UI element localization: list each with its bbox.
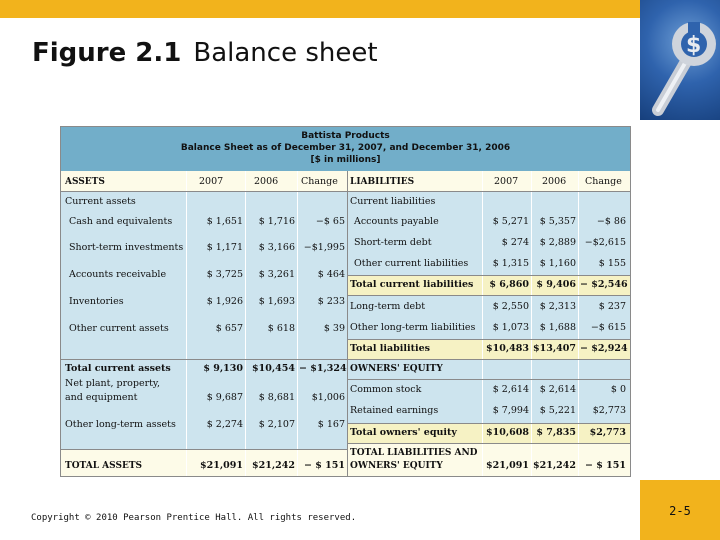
asset-2007: $ 1,651 (206, 216, 243, 227)
asset-change: −$ 65 (315, 216, 345, 227)
svg-text:$: $ (686, 33, 702, 58)
total-assets-label: TOTAL ASSETS (65, 461, 143, 471)
rule (347, 339, 630, 340)
assets-2007-header: 2007 (199, 176, 224, 187)
liab-2007: $ 274 (501, 237, 529, 248)
figure-label: Figure 2.1 (32, 38, 182, 68)
total-assets-change: − $ 151 (303, 460, 345, 471)
net-plant-change: $1,006 (311, 392, 345, 403)
rule (61, 191, 630, 192)
common-stock-2007: $ 2,614 (492, 384, 529, 395)
other-lt-liab-change: −$ 615 (590, 322, 626, 333)
long-term-debt-label: Long-term debt (350, 301, 426, 312)
other-lt-assets-change: $ 167 (317, 419, 345, 430)
divider (578, 171, 579, 476)
current-liab-label: Current liabilities (350, 196, 436, 207)
total-current-assets-2006: $10,454 (252, 363, 295, 374)
wrench-icon (640, 0, 720, 120)
wrench-dollar-image (640, 0, 720, 120)
asset-2007: $ 1,171 (206, 242, 243, 253)
rule (347, 295, 630, 296)
net-plant-2006: $ 8,681 (258, 392, 295, 403)
asset-2006: $ 1,693 (258, 296, 295, 307)
assets-change-header: Change (301, 176, 338, 187)
liab-label: Accounts payable (354, 216, 439, 227)
divider (297, 171, 298, 476)
asset-2007: $ 3,725 (206, 269, 243, 280)
asset-label: Cash and equivalents (69, 216, 173, 227)
asset-label: Other current assets (69, 323, 169, 334)
liab-change: −$ 86 (596, 216, 626, 227)
asset-change: $ 464 (317, 269, 345, 280)
rule (347, 423, 630, 424)
divider (347, 171, 348, 476)
total-equity-label: Total owners' equity (350, 427, 457, 438)
company-name: Battista Products (301, 131, 390, 141)
net-plant-2007: $ 9,687 (206, 392, 243, 403)
total-equity-change: $2,773 (589, 427, 626, 438)
total-liab-equity-2007: $21,091 (486, 460, 529, 471)
liab-2006: $ 2,889 (539, 237, 576, 248)
total-liab-equity-label-2: OWNERS' EQUITY (350, 461, 443, 471)
slide-title (32, 38, 378, 68)
long-term-debt-2006: $ 2,313 (539, 301, 576, 312)
retained-earnings-change: $2,773 (592, 405, 626, 416)
current-assets-label: Current assets (65, 196, 136, 207)
balance-sheet-table (60, 126, 631, 477)
net-plant-label: Net plant, property, (65, 378, 161, 389)
liab-2007-header: 2007 (494, 176, 519, 187)
rule (61, 359, 630, 360)
liab-2006: $ 1,160 (539, 258, 576, 269)
asset-label: Accounts receivable (69, 269, 167, 280)
liab-2007: $ 5,271 (492, 216, 529, 227)
total-equity-2007: $10,608 (486, 427, 529, 438)
liab-2006: $ 5,357 (539, 216, 576, 227)
rule (347, 443, 630, 444)
common-stock-change: $ 0 (610, 384, 626, 395)
total-liab-equity-change: − $ 151 (584, 460, 626, 471)
total-liab-2006: $13,407 (533, 343, 576, 354)
total-liab-label: Total liabilities (350, 343, 431, 354)
asset-change: $ 39 (323, 323, 345, 334)
divider (531, 171, 532, 476)
divider (186, 171, 187, 476)
rule (347, 379, 630, 380)
asset-2007: $ 1,926 (206, 296, 243, 307)
asset-2007: $ 657 (215, 323, 243, 334)
assets-header: ASSETS (65, 177, 105, 187)
asset-change: $ 233 (317, 296, 345, 307)
rule (347, 275, 630, 276)
long-term-debt-change: $ 237 (598, 301, 626, 312)
total-liab-equity-label: TOTAL LIABILITIES AND (350, 448, 478, 458)
total-assets-2007: $21,091 (200, 460, 243, 471)
owners-equity-label: OWNERS' EQUITY (350, 364, 443, 374)
total-liab-equity-2006: $21,242 (533, 460, 576, 471)
liab-2006-header: 2006 (542, 176, 567, 187)
divider (245, 171, 246, 476)
retained-earnings-label: Retained earnings (350, 405, 439, 416)
page-number-box (640, 480, 720, 540)
total-liab-2007: $10,483 (486, 343, 529, 354)
liab-change: −$2,615 (584, 237, 626, 248)
other-lt-liab-label: Other long-term liabilities (350, 322, 476, 333)
net-plant-label-2: and equipment (65, 392, 138, 403)
sheet-units: [$ in millions] (310, 155, 381, 165)
total-current-assets-2007: $ 9,130 (203, 363, 243, 374)
total-equity-2006: $ 7,835 (536, 427, 576, 438)
asset-change: −$1,995 (303, 242, 345, 253)
divider (482, 171, 483, 476)
total-current-liab-label: Total current liabilities (350, 279, 474, 290)
total-current-assets-label: Total current assets (65, 363, 171, 374)
common-stock-2006: $ 2,614 (539, 384, 576, 395)
total-liab-change: − $2,924 (580, 343, 628, 354)
copyright-text: Copyright © 2010 Pearson Prentice Hall. All rights reserved. (31, 513, 357, 523)
liab-header: LIABILITIES (350, 177, 415, 187)
title-text: Balance sheet (193, 38, 378, 68)
liab-2007: $ 1,315 (492, 258, 529, 269)
liab-change-header: Change (585, 176, 622, 187)
asset-2006: $ 618 (267, 323, 295, 334)
asset-2006: $ 1,716 (258, 216, 295, 227)
assets-2006-header: 2006 (254, 176, 279, 187)
total-current-assets-change: − $1,324 (299, 363, 347, 374)
asset-label: Inventories (69, 296, 124, 307)
total-assets-2006: $21,242 (252, 460, 295, 471)
retained-earnings-2007: $ 7,994 (492, 405, 529, 416)
retained-earnings-2006: $ 5,221 (539, 405, 576, 416)
other-lt-assets-2007: $ 2,274 (206, 419, 243, 430)
other-lt-assets-2006: $ 2,107 (258, 419, 295, 430)
page-number: 2-5 (669, 504, 691, 518)
total-current-liab-change: − $2,546 (580, 279, 628, 290)
total-current-liab-2006: $ 9,406 (536, 279, 576, 290)
total-current-liab-2007: $ 6,860 (489, 279, 529, 290)
common-stock-label: Common stock (350, 384, 422, 395)
asset-2006: $ 3,261 (258, 269, 295, 280)
top-accent-bar (0, 0, 640, 18)
other-lt-assets-label: Other long-term assets (65, 419, 176, 430)
liab-label: Other current liabilities (354, 258, 469, 269)
rule (61, 449, 347, 450)
sheet-subtitle: Balance Sheet as of December 31, 2007, and December 31, 2006 (180, 143, 511, 153)
asset-label: Short-term investments (69, 242, 184, 253)
other-lt-liab-2007: $ 1,073 (492, 322, 529, 333)
liab-change: $ 155 (598, 258, 626, 269)
liab-label: Short-term debt (354, 237, 432, 248)
asset-2006: $ 3,166 (258, 242, 295, 253)
other-lt-liab-2006: $ 1,688 (539, 322, 576, 333)
sheet-header (61, 127, 630, 171)
long-term-debt-2007: $ 2,550 (492, 301, 529, 312)
